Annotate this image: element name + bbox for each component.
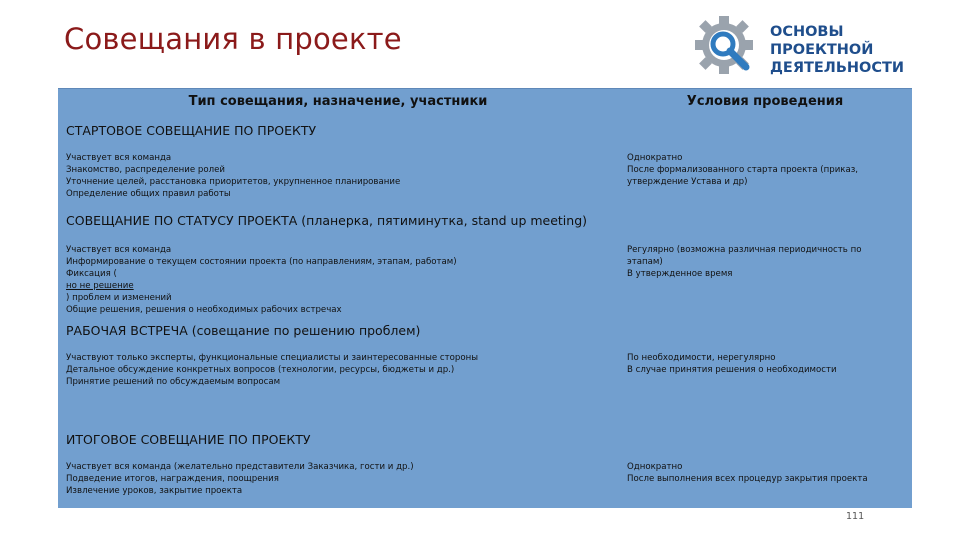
column-header-type: Тип совещания, назначение, участники: [188, 94, 488, 109]
section-title-final: ИТОГОВОЕ СОВЕЩАНИЕ ПО ПРОЕКТУ: [66, 432, 311, 447]
section-title-start: СТАРТОВОЕ СОВЕЩАНИЕ ПО ПРОЕКТУ: [66, 123, 317, 138]
section-conditions-working: По необходимости, нерегулярно В случае принятия решения о необходимости: [627, 353, 837, 375]
meetings-table: [58, 88, 912, 508]
logo-line-1: ОСНОВЫ: [770, 24, 844, 40]
section-lines-start: Участвует вся команда Знакомство, распределение ролей Уточнение целей, расстановка приоритетов, укрупненное планирование Определение общих правил работы: [66, 153, 401, 199]
page-number: 111: [846, 511, 865, 522]
logo: [690, 12, 920, 84]
section-conditions-start: Однократно После формализованного старта проекта (приказ, утверждение Устава и др): [627, 153, 859, 187]
section-title-working: РАБОЧАЯ ВСТРЕЧА (совещание по решению проблем): [66, 323, 421, 338]
slide-title: Совещания в проекте: [64, 22, 402, 56]
section-title-status: СОВЕЩАНИЕ ПО СТАТУСУ ПРОЕКТА (планерка, пятиминутка, stand up meeting): [66, 213, 588, 228]
logo-line-2: ПРОЕКТНОЙ: [770, 42, 874, 58]
gear-magnifier-icon: [690, 12, 762, 84]
section-lines-final: Участвует вся команда (желательно представители Заказчика, гости и др.) Подведение итогов, награждения, поощрения Извлечение уроков, закрытие проекта: [66, 462, 414, 496]
section-lines-status: Участвует вся команда Информирование о текущем состоянии проекта (по направлениям, этапам, работам) Фиксация ( но не решение ) проблем и изменений Общие решения, решения о необходимых рабочих встречах: [66, 245, 457, 315]
section-lines-working: Участвуют только эксперты, функциональные специалисты и заинтересованные стороны Детальное обсуждение конкретных вопросов (технологии, ресурсы, бюджеты и др.) Принятие решений по обсуждаемым вопросам: [66, 353, 478, 387]
logo-line-3: ДЕЯТЕЛЬНОСТИ: [770, 60, 905, 76]
section-conditions-final: Однократно После выполнения всех процедур закрытия проекта: [627, 462, 868, 484]
section-conditions-status: Регулярно (возможна различная периодичность по этапам) В утвержденное время: [627, 245, 862, 279]
column-header-conditions: Условия проведения: [686, 94, 844, 109]
